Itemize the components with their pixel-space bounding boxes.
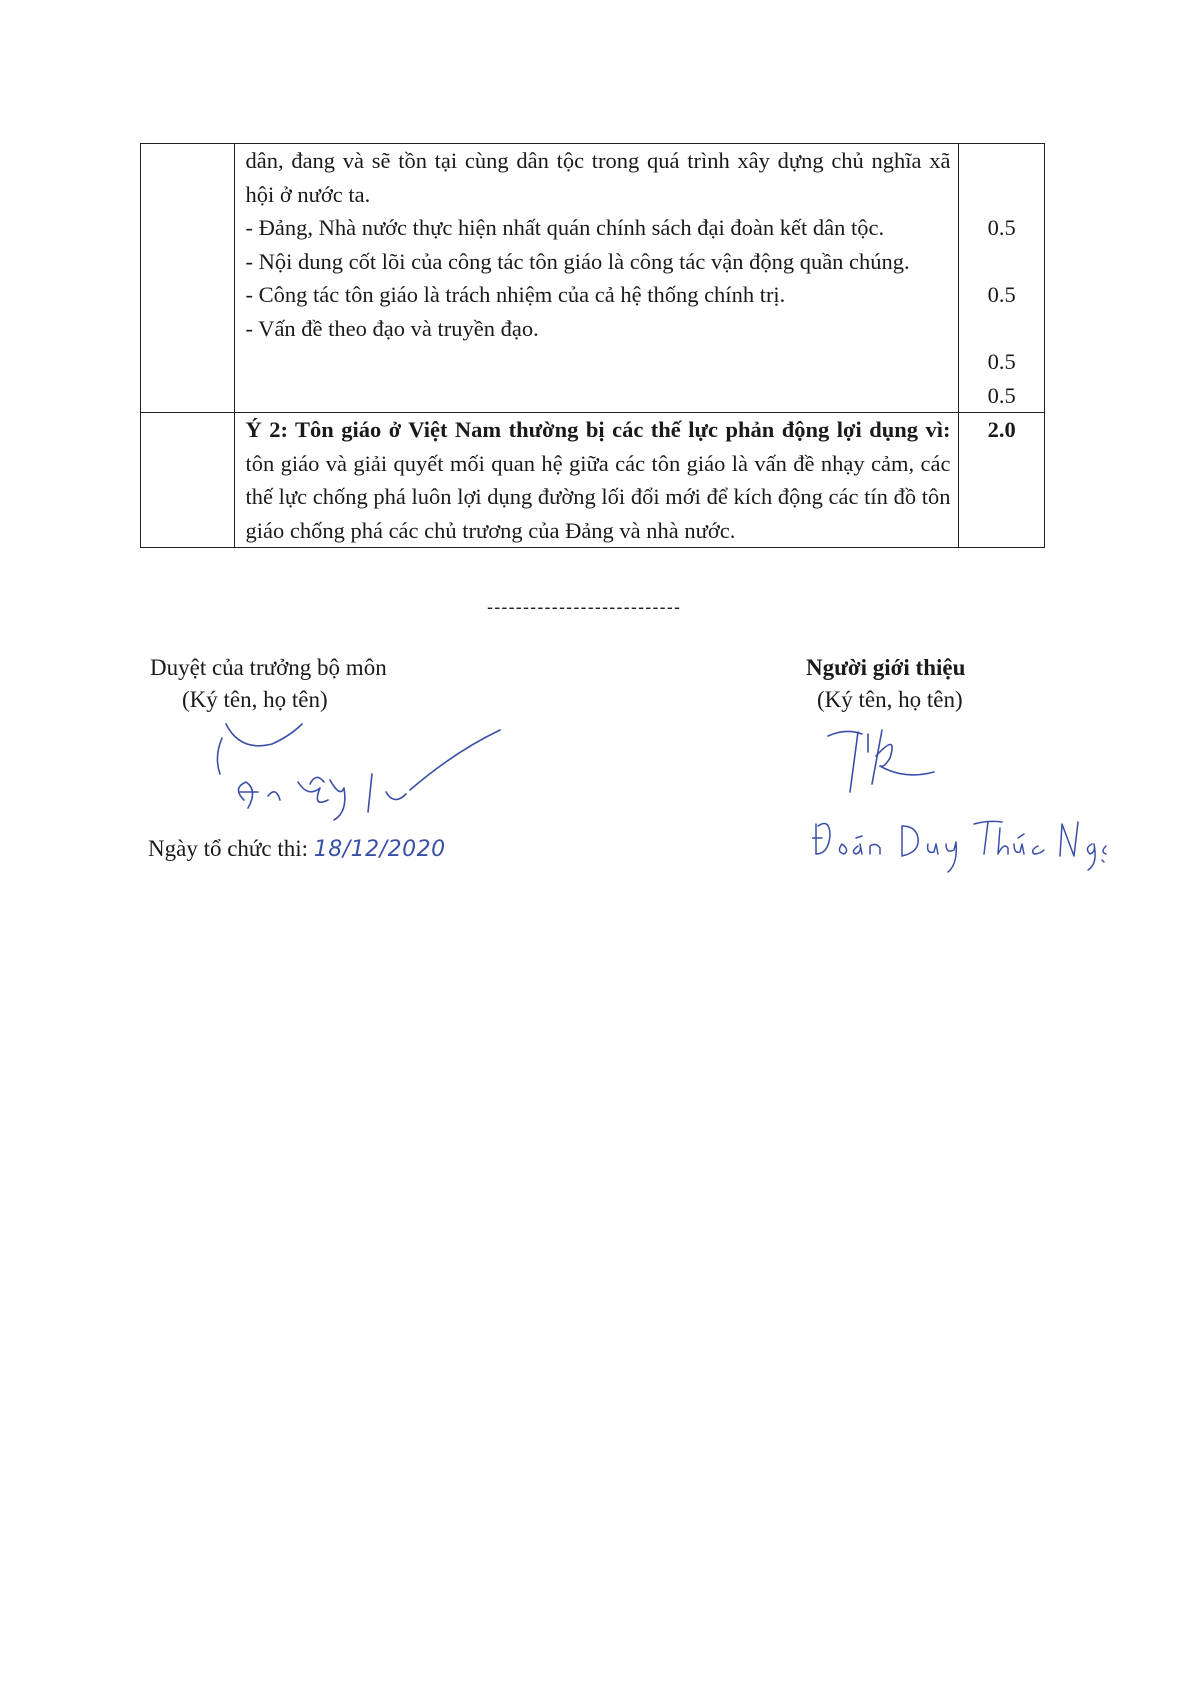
score-value: 2.0 (987, 417, 1016, 442)
score-cell (959, 144, 1045, 413)
answer-text: tôn giáo và giải quyết mối quan hệ giữa các tôn giáo là vấn đề nhạy cảm, các thế lực chống phá luôn lợi dụng đường lối đổi mới để kích động các tín đồ tôn giáo chống phá các chủ trương của Đảng và nhà nước. (245, 450, 951, 543)
answer-table (140, 143, 1045, 548)
answer-line: - Vấn đề theo đạo và truyền đạo. (245, 315, 539, 341)
divider-line: --------------------------- (487, 597, 682, 617)
answer-cell (235, 144, 959, 413)
answer-line: dân, đang và sẽ tồn tại cùng dân tộc trong quá trình xây dựng chủ nghĩa xã hội ở nước ta. (245, 148, 951, 207)
approver-signature (210, 712, 510, 837)
presenter-title: Người giới thiệu (806, 655, 966, 680)
answer-heading: Ý 2: Tôn giáo ở Việt Nam thường bị các thế lực phản động lợi dụng vì: (245, 417, 951, 442)
question-cell (141, 413, 235, 548)
table-row (141, 413, 1045, 548)
score-value: 0.5 (987, 349, 1016, 374)
approver-subtitle: (Ký tên, họ tên) (182, 687, 328, 712)
score-value: 0.5 (987, 215, 1016, 240)
answer-line: - Đảng, Nhà nước thực hiện nhất quán chính sách đại đoàn kết dân tộc. (245, 215, 885, 240)
exam-date-label: Ngày tổ chức thi: (148, 836, 314, 861)
table-row (141, 144, 1045, 413)
answer-line: - Nội dung cốt lõi của công tác tôn giáo là công tác vận động quần chúng. (245, 248, 910, 274)
approver-title: Duyệt của trưởng bộ môn (150, 655, 387, 680)
presenter-signature (822, 722, 972, 802)
score-cell (959, 413, 1045, 548)
exam-date-value: 18/12/2020 (313, 837, 446, 862)
answer-line: - Công tác tôn giáo là trách nhiệm của cả hệ thống chính trị. (245, 282, 786, 307)
presenter-name-handwritten (812, 808, 1112, 878)
score-value: 0.5 (987, 282, 1016, 307)
answer-cell (235, 413, 959, 548)
question-cell (141, 144, 235, 413)
score-value: 0.5 (987, 382, 1016, 408)
exam-date (148, 836, 446, 862)
answer-paragraph (245, 413, 950, 547)
presenter-subtitle: (Ký tên, họ tên) (817, 687, 963, 712)
